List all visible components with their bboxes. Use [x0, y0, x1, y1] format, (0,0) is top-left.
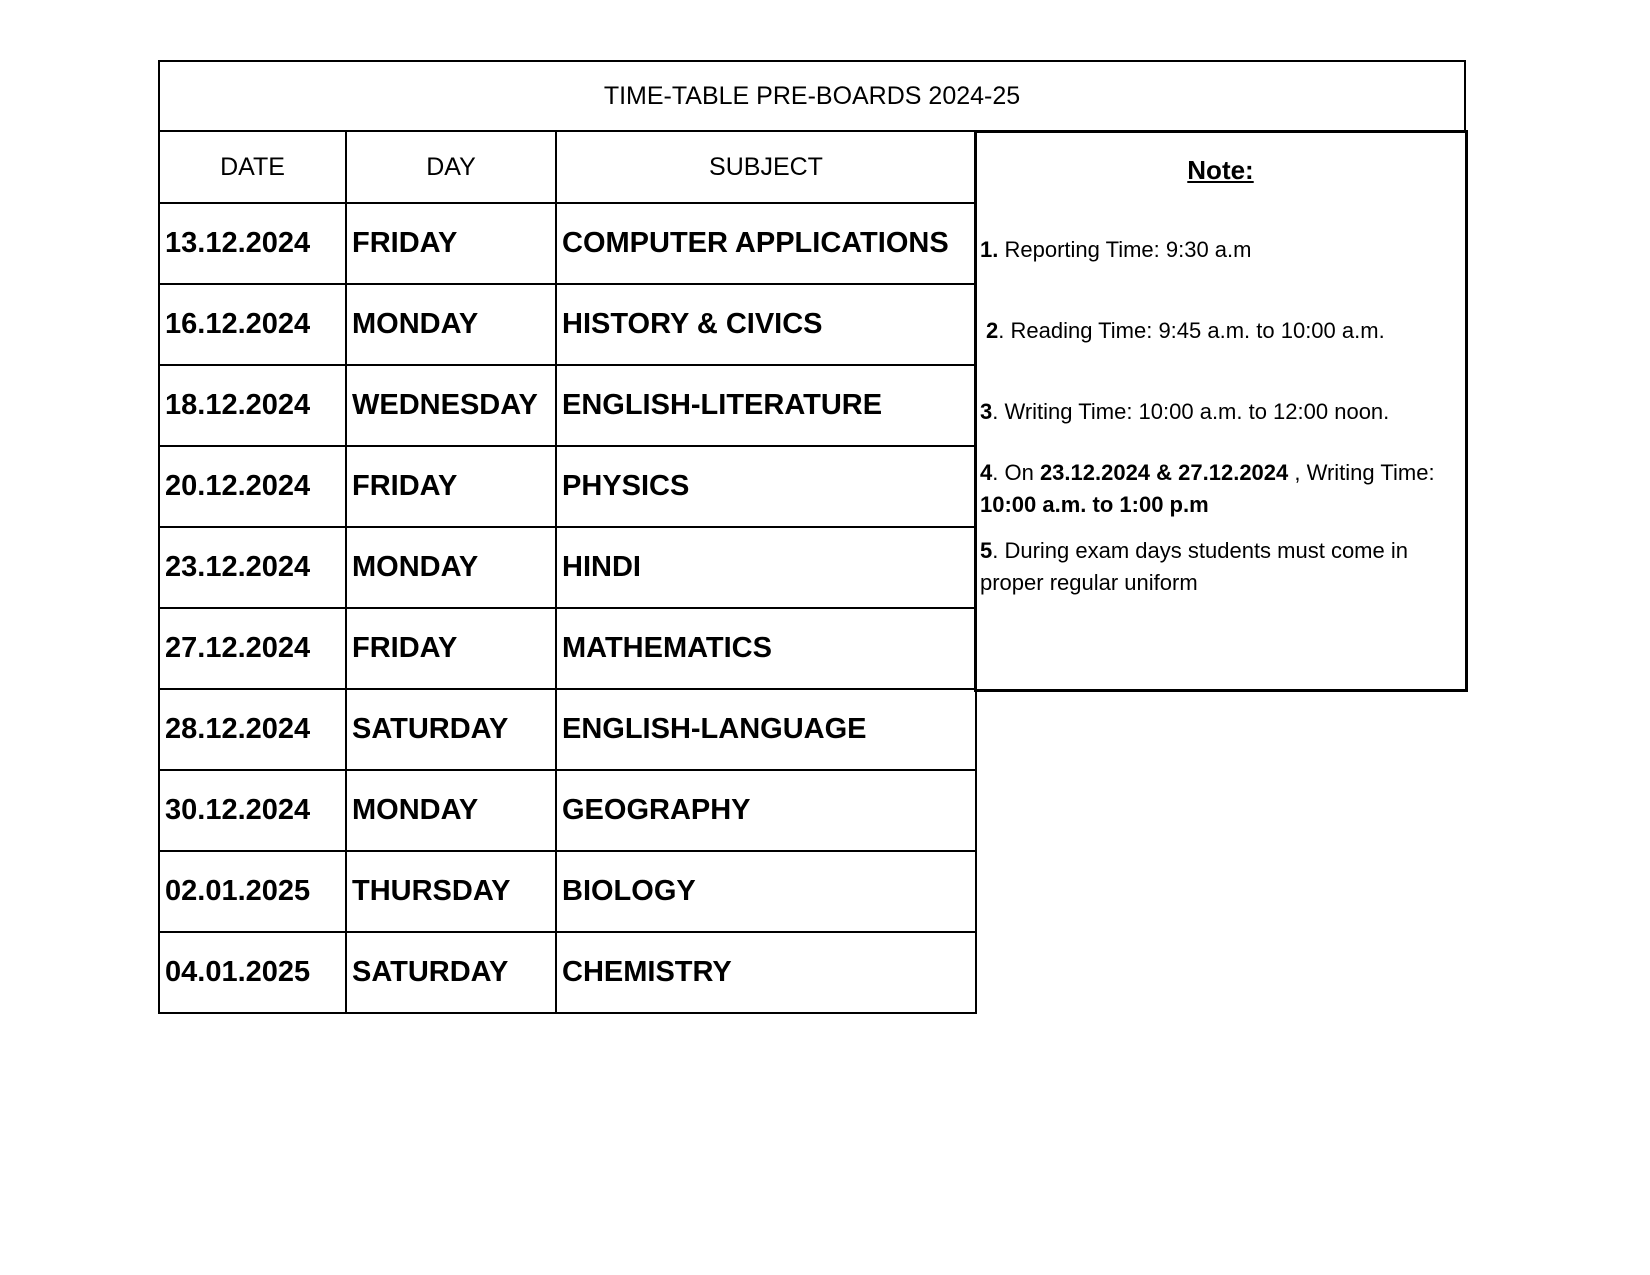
subject-cell: HINDI [556, 527, 976, 608]
note-text: Reporting Time: 9:30 a.m [998, 237, 1252, 262]
table-row [159, 689, 976, 770]
day-cell: SATURDAY [346, 932, 556, 1013]
note-number: 1. [980, 237, 999, 262]
table-row [159, 446, 976, 527]
note-title: Note: [1187, 155, 1254, 185]
subject-header: SUBJECT [556, 131, 976, 203]
subject-cell: PHYSICS [556, 446, 976, 527]
table-row [159, 527, 976, 608]
day-cell: FRIDAY [346, 446, 556, 527]
date-cell: 23.12.2024 [159, 527, 346, 608]
subject-cell: ENGLISH-LITERATURE [556, 365, 976, 446]
subject-cell: COMPUTER APPLICATIONS [556, 203, 976, 284]
date-cell: 28.12.2024 [159, 689, 346, 770]
table-row [159, 932, 976, 1013]
note-text: . Reading Time: 9:45 a.m. to 10:00 a.m. [998, 318, 1385, 343]
day-cell: WEDNESDAY [346, 365, 556, 446]
day-cell: FRIDAY [346, 608, 556, 689]
note-text: . Writing Time: 10:00 a.m. to 12:00 noon. [992, 399, 1390, 424]
note-number: 5 [980, 538, 993, 563]
table-row [159, 770, 976, 851]
note-item-5 [980, 535, 1457, 599]
subject-cell: MATHEMATICS [556, 608, 976, 689]
timetable [158, 130, 977, 1014]
date-header: DATE [159, 131, 346, 203]
date-cell: 04.01.2025 [159, 932, 346, 1013]
date-cell: 18.12.2024 [159, 365, 346, 446]
header-row [159, 131, 976, 203]
table-row [159, 284, 976, 365]
note-dates: 23.12.2024 & 27.12.2024 [1039, 460, 1289, 485]
day-cell: SATURDAY [346, 689, 556, 770]
note-text: . During exam days students must come in proper regular uniform [980, 538, 1408, 595]
note-number: 4 [980, 460, 993, 485]
day-cell: MONDAY [346, 284, 556, 365]
note-item-4 [980, 457, 1457, 521]
subject-cell: HISTORY & CIVICS [556, 284, 976, 365]
subject-cell: GEOGRAPHY [556, 770, 976, 851]
note-time: 10:00 a.m. to 1:00 p.m [980, 492, 1209, 517]
note-item-3 [980, 395, 1457, 428]
note-text: . On [992, 460, 1040, 485]
date-cell: 30.12.2024 [159, 770, 346, 851]
table-row [159, 608, 976, 689]
table-row [159, 365, 976, 446]
day-header: DAY [346, 131, 556, 203]
day-cell: MONDAY [346, 527, 556, 608]
subject-cell: BIOLOGY [556, 851, 976, 932]
table-row [159, 203, 976, 284]
date-cell: 27.12.2024 [159, 608, 346, 689]
subject-cell: CHEMISTRY [556, 932, 976, 1013]
note-number: 2 [986, 318, 999, 343]
date-cell: 16.12.2024 [159, 284, 346, 365]
date-cell: 13.12.2024 [159, 203, 346, 284]
subject-cell: ENGLISH-LANGUAGE [556, 689, 976, 770]
day-cell: FRIDAY [346, 203, 556, 284]
note-box [974, 130, 1468, 692]
note-text: , Writing Time: [1288, 460, 1435, 485]
timetable-title: TIME-TABLE PRE-BOARDS 2024-25 [158, 60, 1466, 132]
date-cell: 02.01.2025 [159, 851, 346, 932]
date-cell: 20.12.2024 [159, 446, 346, 527]
note-item-2 [986, 314, 1457, 347]
table-row [159, 851, 976, 932]
day-cell: THURSDAY [346, 851, 556, 932]
day-cell: MONDAY [346, 770, 556, 851]
note-number: 3 [980, 399, 993, 424]
note-item-1 [980, 233, 1457, 266]
